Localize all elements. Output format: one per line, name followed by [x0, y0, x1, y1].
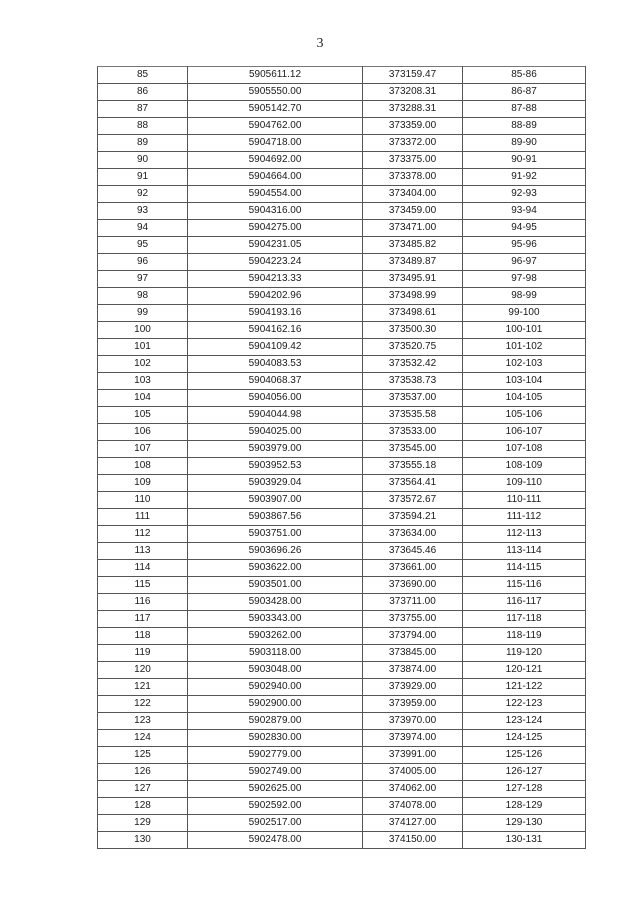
table-row: [98, 67, 586, 84]
coordinates-table-body: [98, 67, 586, 849]
table-row: [98, 713, 586, 730]
page-number: 3: [316, 36, 324, 51]
point-number-cell: 86: [98, 84, 188, 101]
table-row: [98, 611, 586, 628]
y-coordinate-cell: 373498.99: [363, 288, 463, 305]
segment-cell: 95-96: [463, 237, 586, 254]
x-coordinate-cell: 5903343.00: [188, 611, 363, 628]
point-number-cell: 113: [98, 543, 188, 560]
y-coordinate-cell: 373555.18: [363, 458, 463, 475]
segment-cell: 89-90: [463, 135, 586, 152]
point-number-cell: 118: [98, 628, 188, 645]
segment-cell: 85-86: [463, 67, 586, 84]
x-coordinate-cell: 5905550.00: [188, 84, 363, 101]
y-coordinate-cell: 373459.00: [363, 203, 463, 220]
segment-cell: 102-103: [463, 356, 586, 373]
y-coordinate-cell: 374062.00: [363, 781, 463, 798]
segment-cell: 106-107: [463, 424, 586, 441]
x-coordinate-cell: 5904044.98: [188, 407, 363, 424]
table-row: [98, 152, 586, 169]
table-row: [98, 254, 586, 271]
x-coordinate-cell: 5902749.00: [188, 764, 363, 781]
point-number-cell: 112: [98, 526, 188, 543]
segment-cell: 101-102: [463, 339, 586, 356]
table-row: [98, 543, 586, 560]
point-number-cell: 121: [98, 679, 188, 696]
x-coordinate-cell: 5903867.56: [188, 509, 363, 526]
x-coordinate-cell: 5903952.53: [188, 458, 363, 475]
table-row: [98, 118, 586, 135]
y-coordinate-cell: 373594.21: [363, 509, 463, 526]
x-coordinate-cell: 5903751.00: [188, 526, 363, 543]
table-row: [98, 628, 586, 645]
y-coordinate-cell: 373711.00: [363, 594, 463, 611]
y-coordinate-cell: 374078.00: [363, 798, 463, 815]
segment-cell: 122-123: [463, 696, 586, 713]
x-coordinate-cell: 5904213.33: [188, 271, 363, 288]
point-number-cell: 95: [98, 237, 188, 254]
y-coordinate-cell: 373159.47: [363, 67, 463, 84]
table-row: [98, 101, 586, 118]
table-row: [98, 322, 586, 339]
segment-cell: 117-118: [463, 611, 586, 628]
y-coordinate-cell: 373372.00: [363, 135, 463, 152]
x-coordinate-cell: 5904202.96: [188, 288, 363, 305]
table-row: [98, 84, 586, 101]
table-row: [98, 781, 586, 798]
x-coordinate-cell: 5904193.16: [188, 305, 363, 322]
segment-cell: 98-99: [463, 288, 586, 305]
table-row: [98, 186, 586, 203]
point-number-cell: 91: [98, 169, 188, 186]
table-row: [98, 594, 586, 611]
point-number-cell: 104: [98, 390, 188, 407]
point-number-cell: 114: [98, 560, 188, 577]
x-coordinate-cell: 5903428.00: [188, 594, 363, 611]
x-coordinate-cell: 5904056.00: [188, 390, 363, 407]
point-number-cell: 126: [98, 764, 188, 781]
point-number-cell: 92: [98, 186, 188, 203]
table-row: [98, 390, 586, 407]
segment-cell: 130-131: [463, 832, 586, 849]
x-coordinate-cell: 5902830.00: [188, 730, 363, 747]
y-coordinate-cell: 373359.00: [363, 118, 463, 135]
table-row: [98, 305, 586, 322]
segment-cell: 105-106: [463, 407, 586, 424]
segment-cell: 108-109: [463, 458, 586, 475]
point-number-cell: 124: [98, 730, 188, 747]
table-row: [98, 645, 586, 662]
point-number-cell: 109: [98, 475, 188, 492]
x-coordinate-cell: 5904316.00: [188, 203, 363, 220]
y-coordinate-cell: 374127.00: [363, 815, 463, 832]
segment-cell: 110-111: [463, 492, 586, 509]
y-coordinate-cell: 373794.00: [363, 628, 463, 645]
segment-cell: 120-121: [463, 662, 586, 679]
segment-cell: 123-124: [463, 713, 586, 730]
y-coordinate-cell: 373545.00: [363, 441, 463, 458]
x-coordinate-cell: 5904162.16: [188, 322, 363, 339]
table-row: [98, 747, 586, 764]
segment-cell: 129-130: [463, 815, 586, 832]
y-coordinate-cell: 373404.00: [363, 186, 463, 203]
x-coordinate-cell: 5903118.00: [188, 645, 363, 662]
point-number-cell: 106: [98, 424, 188, 441]
point-number-cell: 103: [98, 373, 188, 390]
y-coordinate-cell: 373489.87: [363, 254, 463, 271]
segment-cell: 113-114: [463, 543, 586, 560]
y-coordinate-cell: 373572.67: [363, 492, 463, 509]
x-coordinate-cell: 5903262.00: [188, 628, 363, 645]
point-number-cell: 88: [98, 118, 188, 135]
segment-cell: 99-100: [463, 305, 586, 322]
table-row: [98, 526, 586, 543]
point-number-cell: 87: [98, 101, 188, 118]
y-coordinate-cell: 373991.00: [363, 747, 463, 764]
y-coordinate-cell: 373495.91: [363, 271, 463, 288]
x-coordinate-cell: 5904554.00: [188, 186, 363, 203]
x-coordinate-cell: 5903048.00: [188, 662, 363, 679]
y-coordinate-cell: 373970.00: [363, 713, 463, 730]
x-coordinate-cell: 5903622.00: [188, 560, 363, 577]
point-number-cell: 97: [98, 271, 188, 288]
segment-cell: 111-112: [463, 509, 586, 526]
table-row: [98, 560, 586, 577]
point-number-cell: 101: [98, 339, 188, 356]
segment-cell: 92-93: [463, 186, 586, 203]
y-coordinate-cell: 373288.31: [363, 101, 463, 118]
segment-cell: 100-101: [463, 322, 586, 339]
x-coordinate-cell: 5902900.00: [188, 696, 363, 713]
table-row: [98, 458, 586, 475]
table-row: [98, 237, 586, 254]
table-row: [98, 220, 586, 237]
segment-cell: 103-104: [463, 373, 586, 390]
x-coordinate-cell: 5902625.00: [188, 781, 363, 798]
x-coordinate-cell: 5903501.00: [188, 577, 363, 594]
segment-cell: 90-91: [463, 152, 586, 169]
point-number-cell: 119: [98, 645, 188, 662]
segment-cell: 94-95: [463, 220, 586, 237]
y-coordinate-cell: 373535.58: [363, 407, 463, 424]
segment-cell: 126-127: [463, 764, 586, 781]
x-coordinate-cell: 5904025.00: [188, 424, 363, 441]
y-coordinate-cell: 373974.00: [363, 730, 463, 747]
table-row: [98, 798, 586, 815]
x-coordinate-cell: 5902592.00: [188, 798, 363, 815]
point-number-cell: 90: [98, 152, 188, 169]
x-coordinate-cell: 5904083.53: [188, 356, 363, 373]
x-coordinate-cell: 5903929.04: [188, 475, 363, 492]
table-row: [98, 475, 586, 492]
point-number-cell: 102: [98, 356, 188, 373]
segment-cell: 116-117: [463, 594, 586, 611]
table-row: [98, 135, 586, 152]
table-row: [98, 169, 586, 186]
point-number-cell: 96: [98, 254, 188, 271]
y-coordinate-cell: 373929.00: [363, 679, 463, 696]
segment-cell: 127-128: [463, 781, 586, 798]
x-coordinate-cell: 5904762.00: [188, 118, 363, 135]
point-number-cell: 99: [98, 305, 188, 322]
table-row: [98, 441, 586, 458]
table-row: [98, 339, 586, 356]
x-coordinate-cell: 5903907.00: [188, 492, 363, 509]
y-coordinate-cell: 373378.00: [363, 169, 463, 186]
point-number-cell: 122: [98, 696, 188, 713]
table-row: [98, 492, 586, 509]
y-coordinate-cell: 373520.75: [363, 339, 463, 356]
point-number-cell: 115: [98, 577, 188, 594]
y-coordinate-cell: 373959.00: [363, 696, 463, 713]
x-coordinate-cell: 5904692.00: [188, 152, 363, 169]
x-coordinate-cell: 5902940.00: [188, 679, 363, 696]
point-number-cell: 129: [98, 815, 188, 832]
point-number-cell: 110: [98, 492, 188, 509]
segment-cell: 109-110: [463, 475, 586, 492]
table-row: [98, 509, 586, 526]
point-number-cell: 117: [98, 611, 188, 628]
segment-cell: 124-125: [463, 730, 586, 747]
y-coordinate-cell: 373538.73: [363, 373, 463, 390]
segment-cell: 86-87: [463, 84, 586, 101]
table-row: [98, 407, 586, 424]
point-number-cell: 107: [98, 441, 188, 458]
point-number-cell: 116: [98, 594, 188, 611]
x-coordinate-cell: 5904664.00: [188, 169, 363, 186]
point-number-cell: 105: [98, 407, 188, 424]
segment-cell: 93-94: [463, 203, 586, 220]
point-number-cell: 98: [98, 288, 188, 305]
x-coordinate-cell: 5903696.26: [188, 543, 363, 560]
point-number-cell: 111: [98, 509, 188, 526]
segment-cell: 114-115: [463, 560, 586, 577]
segment-cell: 128-129: [463, 798, 586, 815]
table-row: [98, 679, 586, 696]
point-number-cell: 94: [98, 220, 188, 237]
y-coordinate-cell: 373208.31: [363, 84, 463, 101]
table-row: [98, 424, 586, 441]
segment-cell: 118-119: [463, 628, 586, 645]
x-coordinate-cell: 5902879.00: [188, 713, 363, 730]
point-number-cell: 89: [98, 135, 188, 152]
x-coordinate-cell: 5902478.00: [188, 832, 363, 849]
point-number-cell: 108: [98, 458, 188, 475]
segment-cell: 104-105: [463, 390, 586, 407]
table-row: [98, 271, 586, 288]
x-coordinate-cell: 5904109.42: [188, 339, 363, 356]
x-coordinate-cell: 5902779.00: [188, 747, 363, 764]
y-coordinate-cell: 373375.00: [363, 152, 463, 169]
table-row: [98, 696, 586, 713]
y-coordinate-cell: 373634.00: [363, 526, 463, 543]
table-row: [98, 832, 586, 849]
x-coordinate-cell: 5904718.00: [188, 135, 363, 152]
table-row: [98, 577, 586, 594]
y-coordinate-cell: 373533.00: [363, 424, 463, 441]
point-number-cell: 120: [98, 662, 188, 679]
table-row: [98, 288, 586, 305]
y-coordinate-cell: 373532.42: [363, 356, 463, 373]
segment-cell: 115-116: [463, 577, 586, 594]
table-row: [98, 815, 586, 832]
segment-cell: 125-126: [463, 747, 586, 764]
x-coordinate-cell: 5905611.12: [188, 67, 363, 84]
coordinates-table: [97, 66, 586, 849]
table-row: [98, 730, 586, 747]
y-coordinate-cell: 373537.00: [363, 390, 463, 407]
y-coordinate-cell: 373645.46: [363, 543, 463, 560]
y-coordinate-cell: 373485.82: [363, 237, 463, 254]
point-number-cell: 85: [98, 67, 188, 84]
segment-cell: 91-92: [463, 169, 586, 186]
x-coordinate-cell: 5904223.24: [188, 254, 363, 271]
point-number-cell: 127: [98, 781, 188, 798]
table-row: [98, 764, 586, 781]
segment-cell: 96-97: [463, 254, 586, 271]
segment-cell: 119-120: [463, 645, 586, 662]
segment-cell: 97-98: [463, 271, 586, 288]
x-coordinate-cell: 5904231.05: [188, 237, 363, 254]
x-coordinate-cell: 5904068.37: [188, 373, 363, 390]
point-number-cell: 123: [98, 713, 188, 730]
y-coordinate-cell: 373874.00: [363, 662, 463, 679]
y-coordinate-cell: 373500.30: [363, 322, 463, 339]
point-number-cell: 130: [98, 832, 188, 849]
y-coordinate-cell: 373845.00: [363, 645, 463, 662]
y-coordinate-cell: 373755.00: [363, 611, 463, 628]
point-number-cell: 125: [98, 747, 188, 764]
point-number-cell: 128: [98, 798, 188, 815]
y-coordinate-cell: 374005.00: [363, 764, 463, 781]
point-number-cell: 93: [98, 203, 188, 220]
x-coordinate-cell: 5905142.70: [188, 101, 363, 118]
x-coordinate-cell: 5904275.00: [188, 220, 363, 237]
table-row: [98, 356, 586, 373]
segment-cell: 88-89: [463, 118, 586, 135]
segment-cell: 112-113: [463, 526, 586, 543]
x-coordinate-cell: 5903979.00: [188, 441, 363, 458]
segment-cell: 87-88: [463, 101, 586, 118]
y-coordinate-cell: 373564.41: [363, 475, 463, 492]
y-coordinate-cell: 374150.00: [363, 832, 463, 849]
y-coordinate-cell: 373471.00: [363, 220, 463, 237]
table-row: [98, 373, 586, 390]
y-coordinate-cell: 373661.00: [363, 560, 463, 577]
table-row: [98, 203, 586, 220]
x-coordinate-cell: 5902517.00: [188, 815, 363, 832]
table-row: [98, 662, 586, 679]
point-number-cell: 100: [98, 322, 188, 339]
segment-cell: 121-122: [463, 679, 586, 696]
y-coordinate-cell: 373498.61: [363, 305, 463, 322]
y-coordinate-cell: 373690.00: [363, 577, 463, 594]
segment-cell: 107-108: [463, 441, 586, 458]
